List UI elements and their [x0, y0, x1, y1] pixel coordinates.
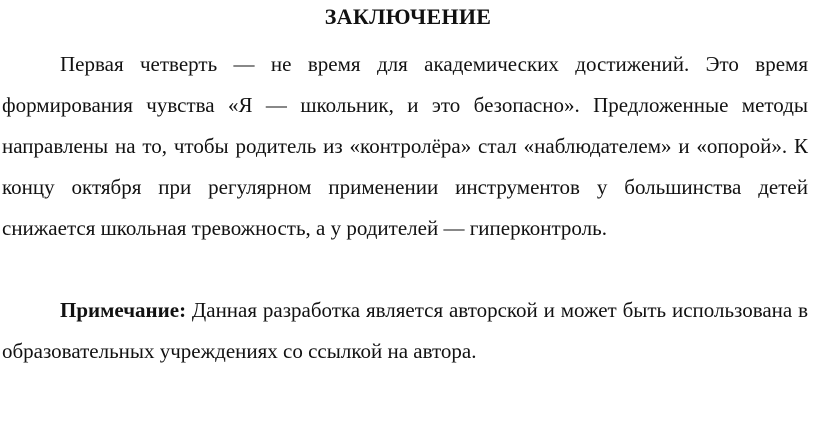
note-label: Примечание: — [60, 298, 187, 322]
conclusion-paragraph: Первая четверть — не время для академических достижений. Это время формирования чувства «Я — школьник, и это безопасно». Предложенные методы направлены на то, чтобы родитель из «контролёра» стал «наблюдателем» и «опорой». К концу октября при регулярном применении инструментов у большинства детей снижается школьная тревожность, а у родителей — гиперконтроль. — [2, 52, 808, 240]
note-paragraph — [2, 290, 808, 372]
note-text: Данная разработка является авторской и может быть использована в образовательных учреждениях со ссылкой на автора. — [2, 298, 808, 363]
page-title: ЗАКЛЮЧЕНИЕ — [324, 4, 492, 29]
